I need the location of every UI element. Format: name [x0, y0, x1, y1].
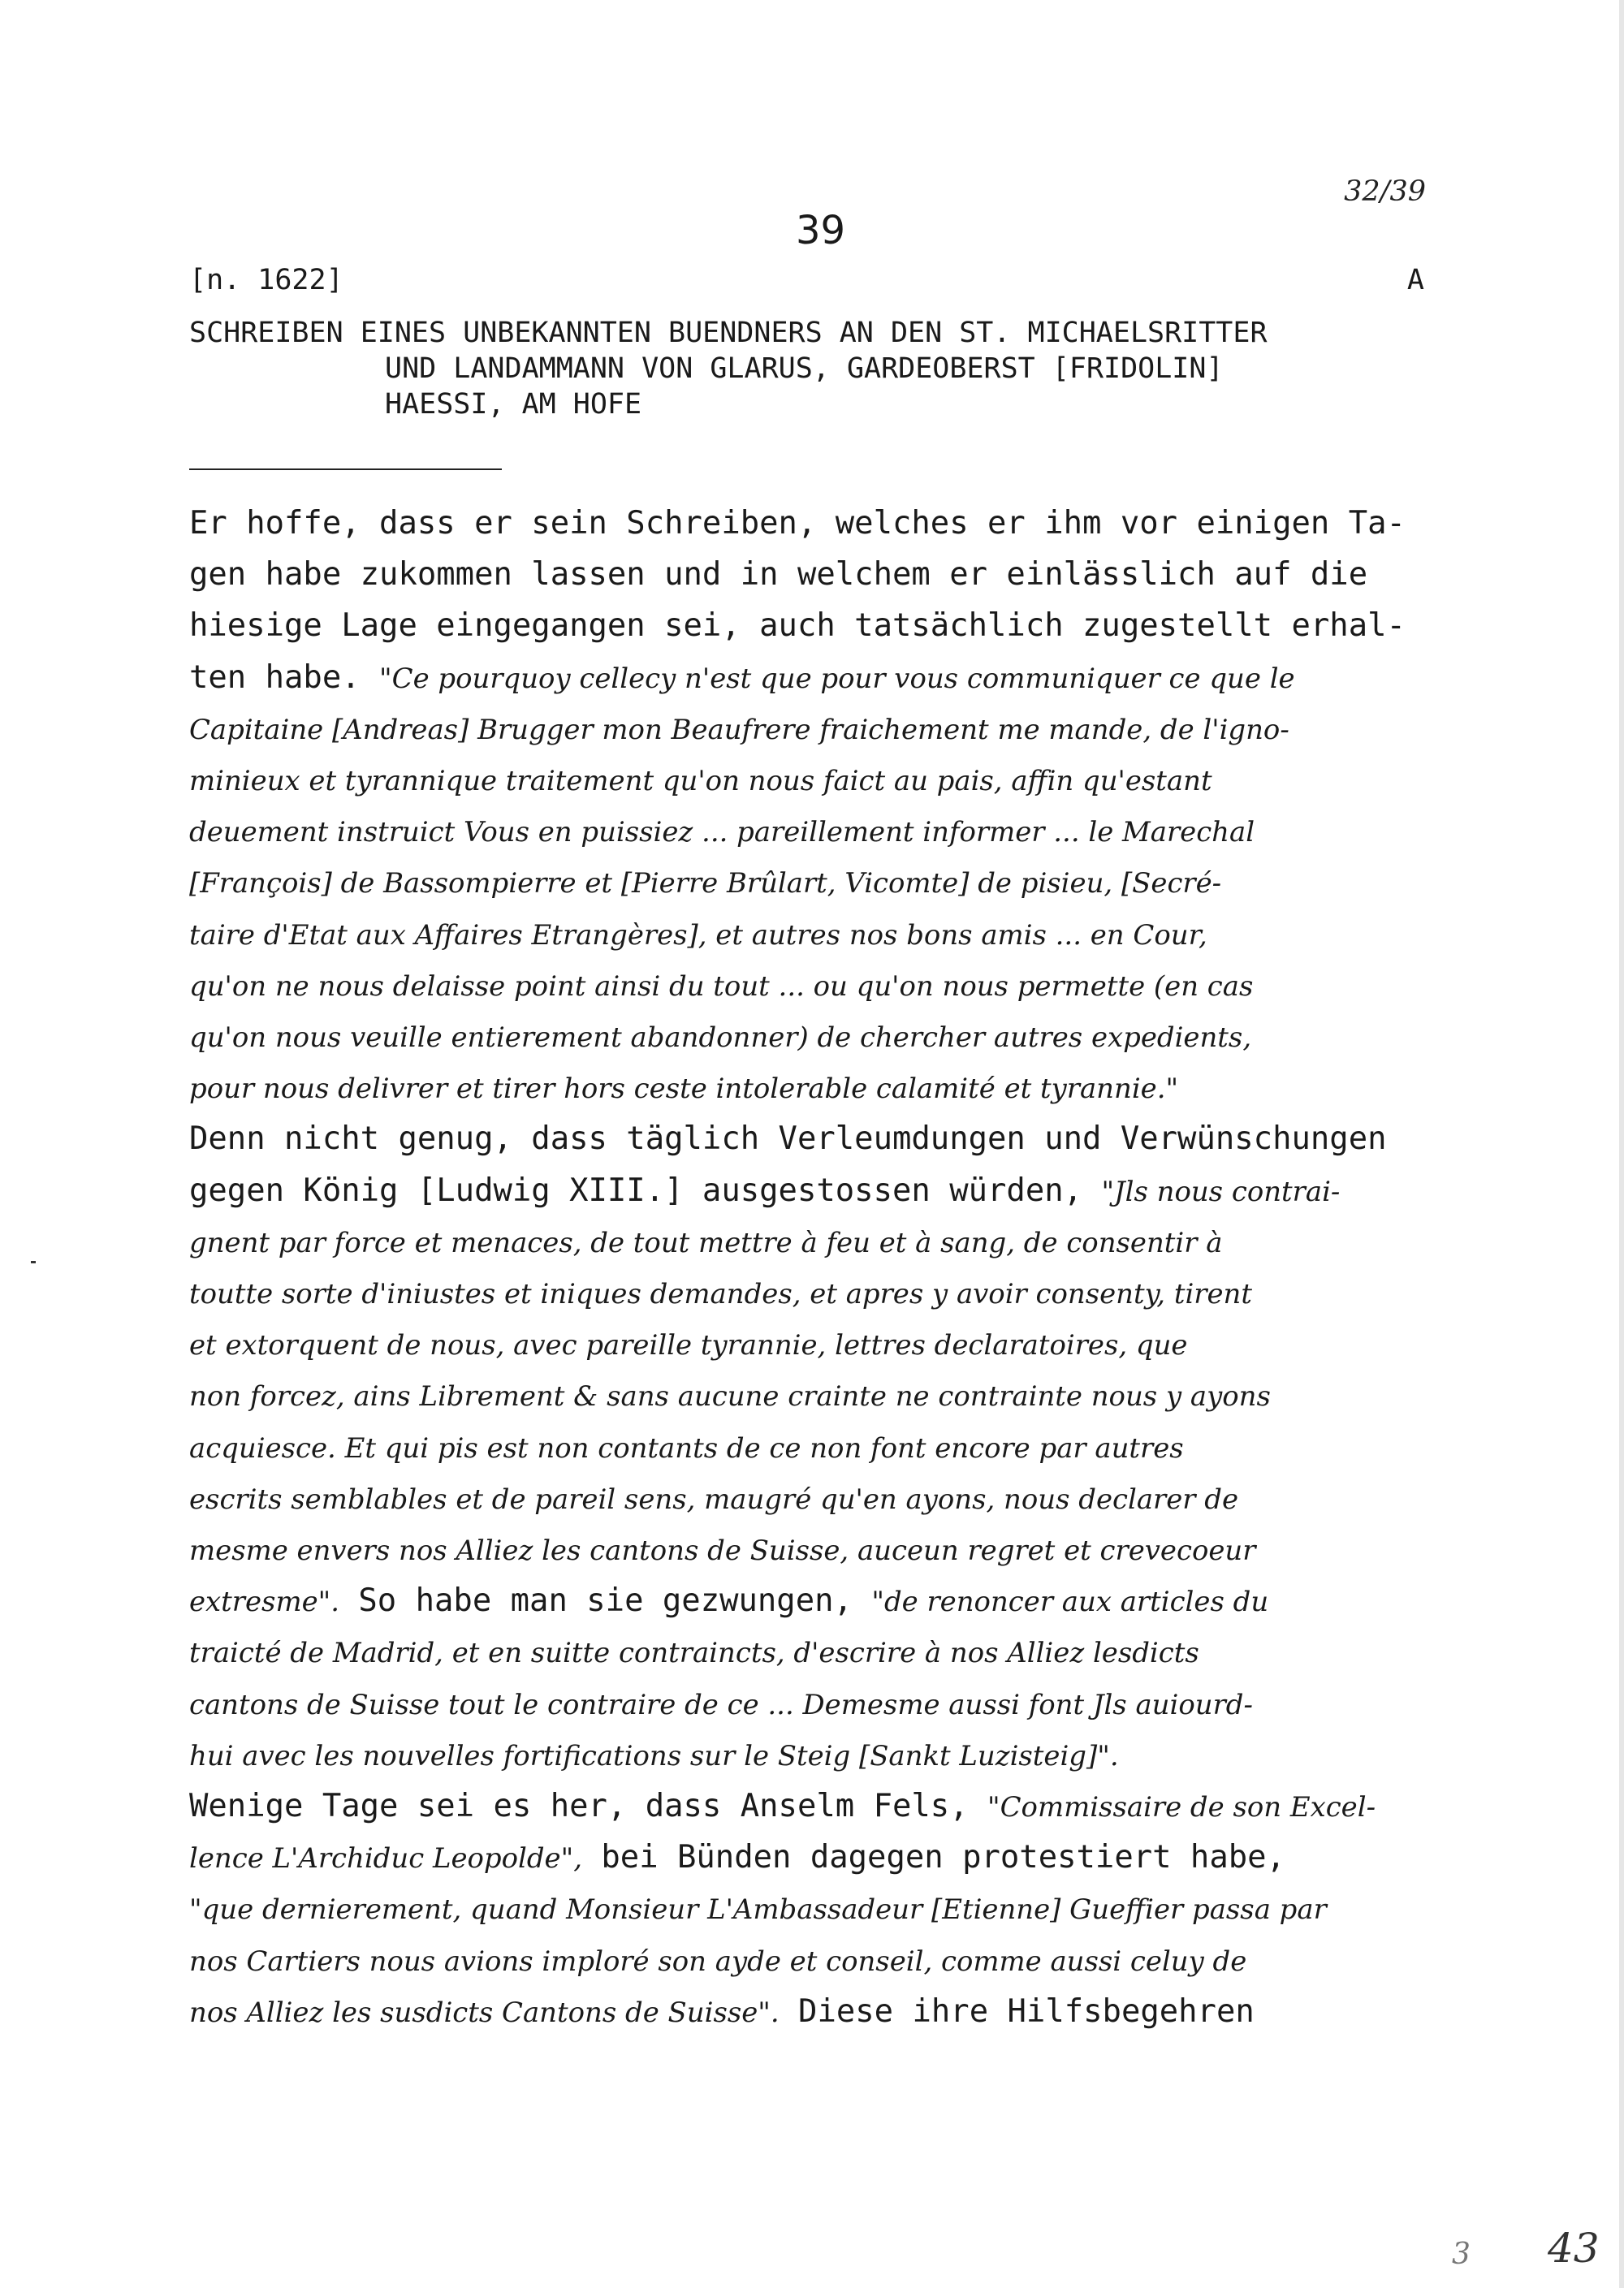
- quote-segment: "de renoncer aux articles du: [871, 1586, 1269, 1618]
- quote-segment: qu'on ne nous delaisse point ainsi du tout ... ou qu'on nous permette (en cas: [189, 970, 1254, 1003]
- text-line: [189, 1115, 1468, 1163]
- quote-segment: extresme".: [189, 1586, 339, 1618]
- text-segment: So habe man sie gezwungen,: [339, 1582, 872, 1619]
- text-segment: gen habe zukommen lassen und in welchem er einlässlich auf die: [189, 556, 1368, 593]
- text-line: [189, 1988, 1468, 2036]
- text-segment: hiesige Lage eingegangen sei, auch tatsächlich zugestellt erhal-: [189, 607, 1406, 644]
- quote-segment: [François] de Bassompierre et [Pierre Brûlart, Vicomte] de pisieu, [Secré-: [189, 867, 1222, 900]
- text-line: [189, 1628, 1468, 1677]
- text-line: [189, 550, 1468, 599]
- text-line: [189, 1936, 1468, 1985]
- title-rule: [189, 468, 502, 470]
- quote-segment: mesme envers nos Alliez les cantons de Suisse, auceun regret et crevecoeur: [189, 1535, 1256, 1567]
- quote-segment: acquiesce. Et qui pis est non contants de ce non font encore par autres: [189, 1432, 1184, 1465]
- text-line: [189, 1526, 1468, 1574]
- quote-segment: non forcez, ains Librement & sans aucune crainte ne contrainte nous y ayons: [189, 1380, 1271, 1413]
- text-segment: Er hoffe, dass er sein Schreiben, welches er ihm vor einigen Ta-: [189, 505, 1406, 542]
- quote-segment: cantons de Suisse tout le contraire de ce ... Demesme aussi font Jls auiourd-: [189, 1689, 1253, 1721]
- text-line: [189, 602, 1468, 650]
- text-segment: Wenige Tage sei es her, dass Anselm Fels,: [189, 1788, 988, 1824]
- document-date: [n. 1622]: [189, 264, 343, 296]
- text-line: [189, 1731, 1468, 1780]
- quote-segment: qu'on nous veuille entierement abandonner) de chercher autres expedients,: [189, 1021, 1252, 1054]
- text-line: [189, 1167, 1468, 1215]
- quote-segment: "que dernierement, quand Monsieur L'Ambassadeur [Etienne] Gueffier passa par: [189, 1893, 1327, 1926]
- scan-edge: [1619, 0, 1624, 2288]
- quote-segment: deuement instruict Vous en puissiez ... pareillement informer ... le Marechal: [189, 816, 1255, 848]
- text-line: [189, 1782, 1468, 1831]
- quote-segment: lence L'Archiduc Leopolde",: [189, 1842, 582, 1875]
- quote-segment: Capitaine [Andreas] Brugger mon Beaufrere fraichement me mande, de l'igno-: [189, 714, 1289, 746]
- archive-stamp-left: 3: [1452, 2238, 1471, 2271]
- text-line: [189, 1012, 1468, 1061]
- quote-segment: nos Alliez les susdicts Cantons de Suisse".: [189, 1997, 780, 2029]
- quote-segment: gnent par force et menaces, de tout mettre à feu et à sang, de consentir à: [189, 1227, 1223, 1259]
- text-segment: Diese ihre Hilfsbegehren: [779, 1993, 1255, 2030]
- quote-segment: "Commissaire de son Excel-: [987, 1791, 1376, 1824]
- text-line: [189, 1371, 1468, 1420]
- archive-stamp-right: 43: [1548, 2225, 1600, 2272]
- text-line: [189, 1833, 1468, 1882]
- quote-segment: traicté de Madrid, et en suitte contraincts, d'escrire à nos Alliez lesdicts: [189, 1637, 1199, 1669]
- text-segment: Denn nicht genug, dass täglich Verleumdungen und Verwünschungen: [189, 1120, 1387, 1157]
- text-line: [189, 961, 1468, 1010]
- page-number: 39: [796, 208, 846, 253]
- quote-segment: escrits semblables et de pareil sens, maugré qu'en ayons, nous declarer de: [189, 1483, 1239, 1516]
- quote-segment: "Ce pourquoy cellecy n'est que pour vous communiquer ce que le: [379, 663, 1295, 695]
- text-line: [189, 654, 1468, 702]
- title-line-2: UND LANDAMMANN VON GLARUS, GARDEOBERST [FRIDOLIN]: [385, 352, 1224, 385]
- text-line: [189, 1474, 1468, 1523]
- category-letter: A: [1406, 264, 1424, 296]
- quote-segment: nos Cartiers nous avions imploré son ayde et conseil, comme aussi celuy de: [189, 1945, 1247, 1978]
- text-segment: ten habe.: [189, 659, 380, 696]
- text-line: [189, 1423, 1468, 1472]
- quote-segment: pour nous delivrer et tirer hors ceste intolerable calamité et tyrannie.": [189, 1073, 1179, 1105]
- text-line: [189, 1680, 1468, 1729]
- quote-segment: taire d'Etat aux Affaires Etrangères], et autres nos bons amis ... en Cour,: [189, 919, 1207, 952]
- text-line: [189, 1577, 1468, 1625]
- quote-segment: toutte sorte d'iniustes et iniques demandes, et apres y avoir consenty, tirent: [189, 1278, 1252, 1310]
- text-line: [189, 1320, 1468, 1369]
- text-line: [189, 1064, 1468, 1112]
- title-line-1: SCHREIBEN EINES UNBEKANNTEN BUENDNERS AN DEN ST. MICHAELSRITTER: [189, 317, 1268, 349]
- title-line-3: HAESSI, AM HOFE: [385, 388, 642, 421]
- document-title: [189, 315, 1456, 422]
- text-line: [189, 807, 1468, 856]
- text-line: [189, 910, 1468, 959]
- text-line: [189, 858, 1468, 907]
- text-line: [189, 756, 1468, 805]
- quote-segment: et extorquent de nous, avec pareille tyrannie, lettres declaratoires, que: [189, 1329, 1188, 1362]
- quote-segment: minieux et tyrannique traitement qu'on nous faict au pais, affin qu'estant: [189, 765, 1212, 797]
- text-line: [189, 499, 1468, 548]
- margin-mark: [31, 1261, 36, 1263]
- text-segment: gegen König [Ludwig XIII.] ausgestossen würden,: [189, 1172, 1102, 1209]
- text-line: [189, 1269, 1468, 1318]
- quote-segment: "Jls nous contrai-: [1101, 1176, 1341, 1208]
- quote-segment: hui avec les nouvelles fortifications sur le Steig [Sankt Luzisteig]".: [189, 1740, 1119, 1772]
- text-line: [189, 1884, 1468, 1933]
- reference-number: 32/39: [1344, 175, 1426, 208]
- text-segment: bei Bünden dagegen protestiert habe,: [581, 1839, 1285, 1876]
- text-line: [189, 1218, 1468, 1267]
- text-line: [189, 705, 1468, 753]
